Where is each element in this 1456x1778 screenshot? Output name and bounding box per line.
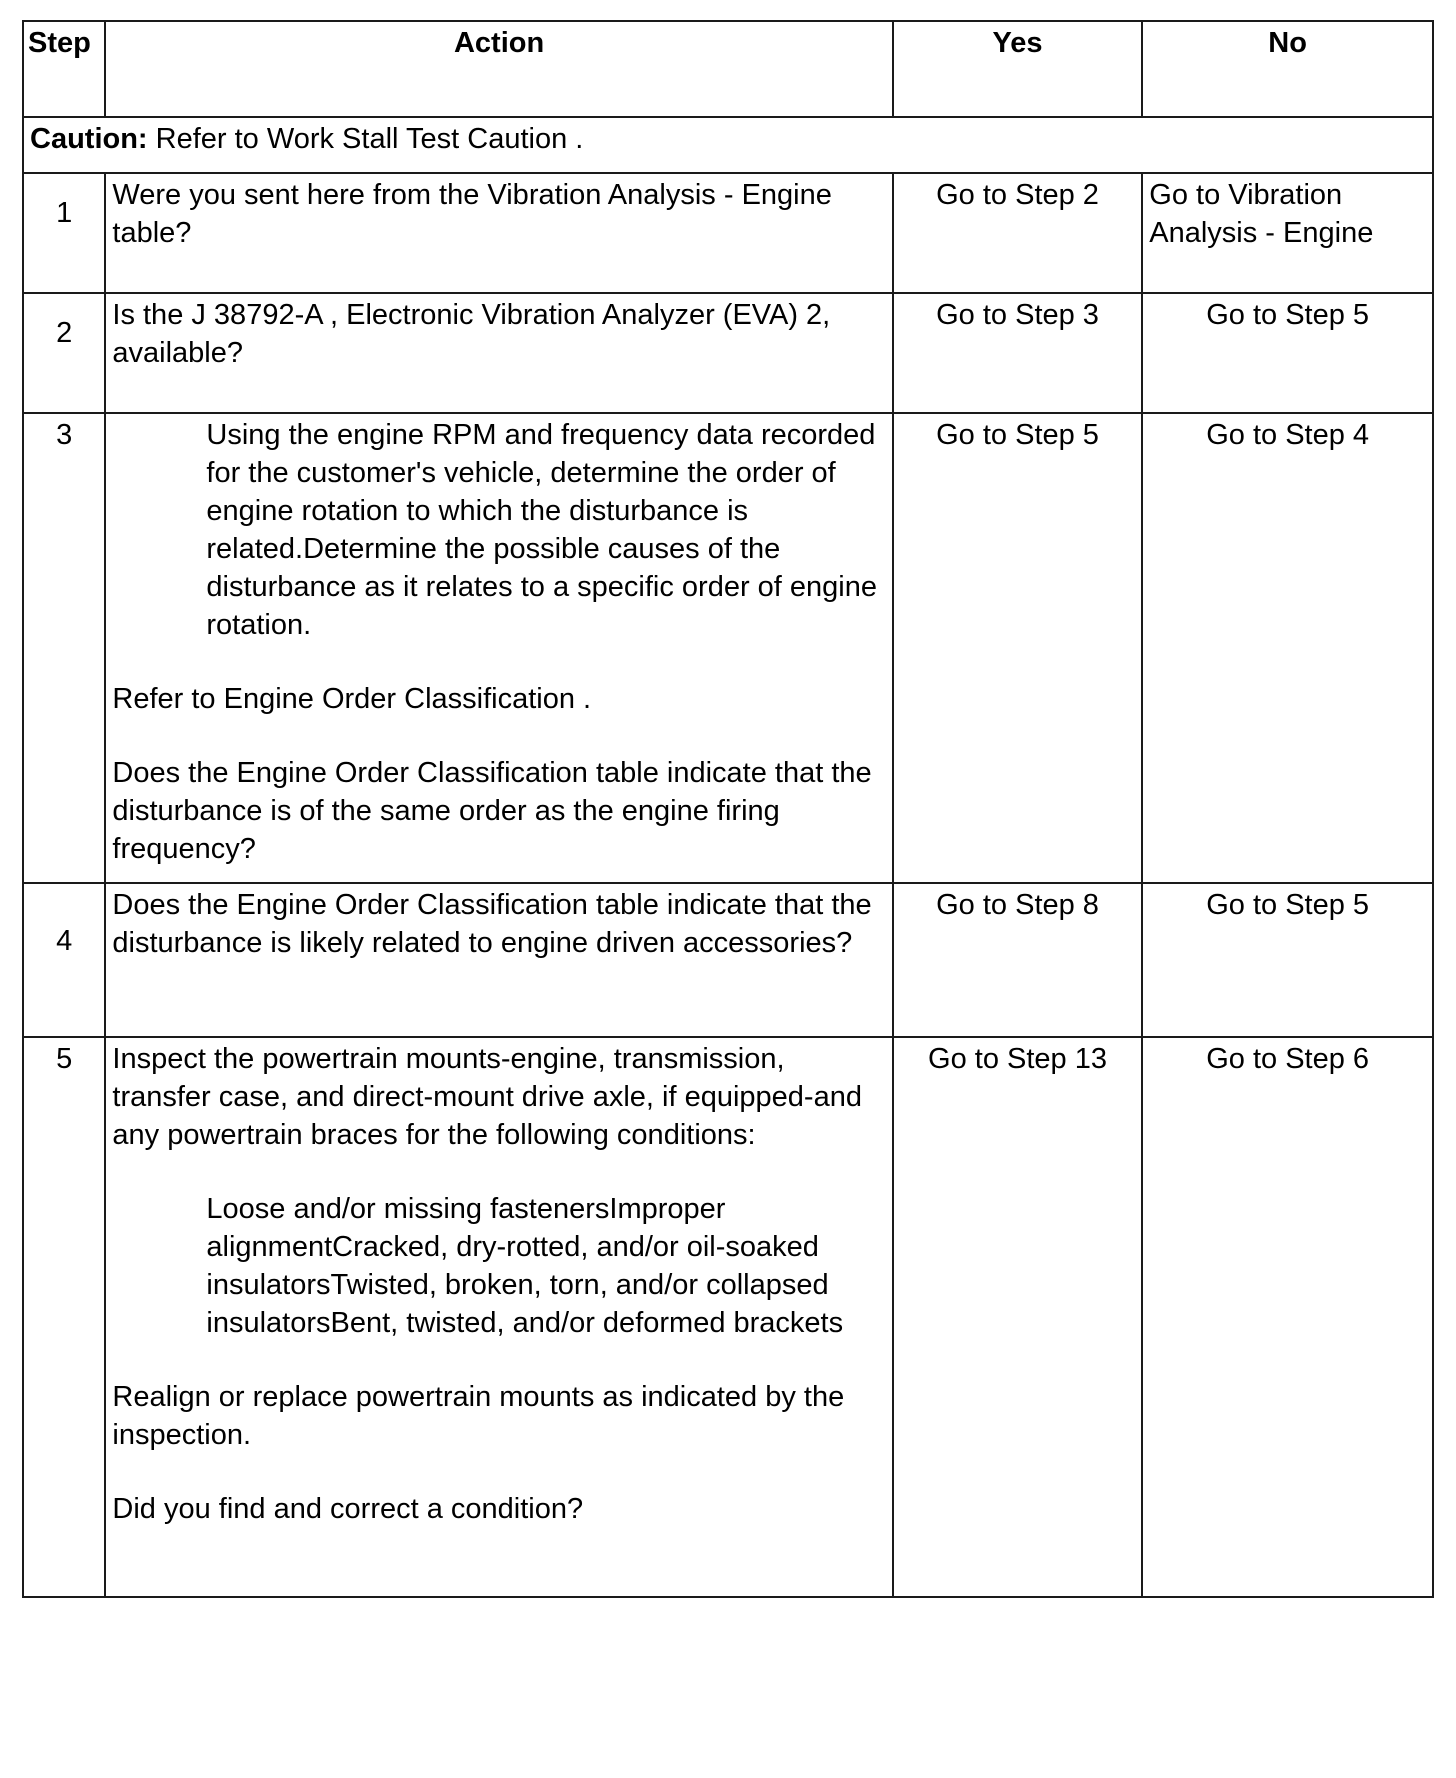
header-action: Action (105, 21, 892, 117)
action-indented-text: Using the engine RPM and frequency data recorded for the customer's vehicle, determine the order of engine rotation to which the disturbance is related.Determine the possible causes of the disturbance as it relates to a specific order of engine rotation. (206, 419, 877, 641)
no-cell: Go to Step 4 (1142, 413, 1433, 883)
action-text: Were you sent here from the Vibration Analysis - Engine table? (112, 179, 832, 249)
action-intro-text: Inspect the powertrain mounts-engine, transmission, transfer case, and direct-mount drive axle, if equipped-and any powertrain braces for the following conditions: (112, 1043, 862, 1151)
yes-cell: Go to Step 2 (893, 173, 1142, 293)
table-row (23, 1037, 1433, 1597)
action-cell (105, 1037, 892, 1597)
action-question-text: Does the Engine Order Classification table indicate that the disturbance is of the same order as the engine firing frequency? (112, 757, 872, 865)
yes-cell: Go to Step 13 (893, 1037, 1142, 1597)
action-cell (105, 883, 892, 1037)
action-indented-text: Loose and/or missing fastenersImproper alignmentCracked, dry-rotted, and/or oil-soaked insulatorsTwisted, broken, torn, and/or collapsed insulatorsBent, twisted, and/or deformed brackets (206, 1193, 844, 1339)
caution-text: Refer to Work Stall Test Caution . (147, 123, 584, 155)
caution-cell (23, 117, 1433, 173)
step-number: 4 (23, 883, 105, 1037)
action-cell (105, 293, 892, 413)
action-cell (105, 173, 892, 293)
table-row (23, 293, 1433, 413)
header-yes: Yes (893, 21, 1142, 117)
yes-cell: Go to Step 5 (893, 413, 1142, 883)
diagnostic-page (22, 20, 1434, 1778)
table-row (23, 173, 1433, 293)
table-row (23, 883, 1433, 1037)
table-header-row (23, 21, 1433, 117)
no-cell: Go to Step 6 (1142, 1037, 1433, 1597)
step-number: 5 (23, 1037, 105, 1597)
action-realign-text: Realign or replace powertrain mounts as indicated by the inspection. (112, 1381, 845, 1451)
caution-row (23, 117, 1433, 173)
caution-label: Caution: (30, 123, 148, 155)
no-cell: Go to Vibration Analysis - Engine (1142, 173, 1433, 293)
yes-cell: Go to Step 3 (893, 293, 1142, 413)
action-text: Is the J 38792-A , Electronic Vibration Analyzer (EVA) 2, available? (112, 299, 831, 369)
action-cell (105, 413, 892, 883)
step-number: 3 (23, 413, 105, 883)
action-text: Does the Engine Order Classification table indicate that the disturbance is likely related to engine driven accessories? (112, 889, 872, 959)
action-refer-text: Refer to Engine Order Classification . (112, 683, 592, 715)
action-question-text: Did you find and correct a condition? (112, 1493, 584, 1525)
diagnostic-table (22, 20, 1434, 1598)
header-step: Step (23, 21, 105, 117)
no-cell: Go to Step 5 (1142, 883, 1433, 1037)
yes-cell: Go to Step 8 (893, 883, 1142, 1037)
no-cell: Go to Step 5 (1142, 293, 1433, 413)
header-no: No (1142, 21, 1433, 117)
step-number: 2 (23, 293, 105, 413)
table-row (23, 413, 1433, 883)
step-number: 1 (23, 173, 105, 293)
